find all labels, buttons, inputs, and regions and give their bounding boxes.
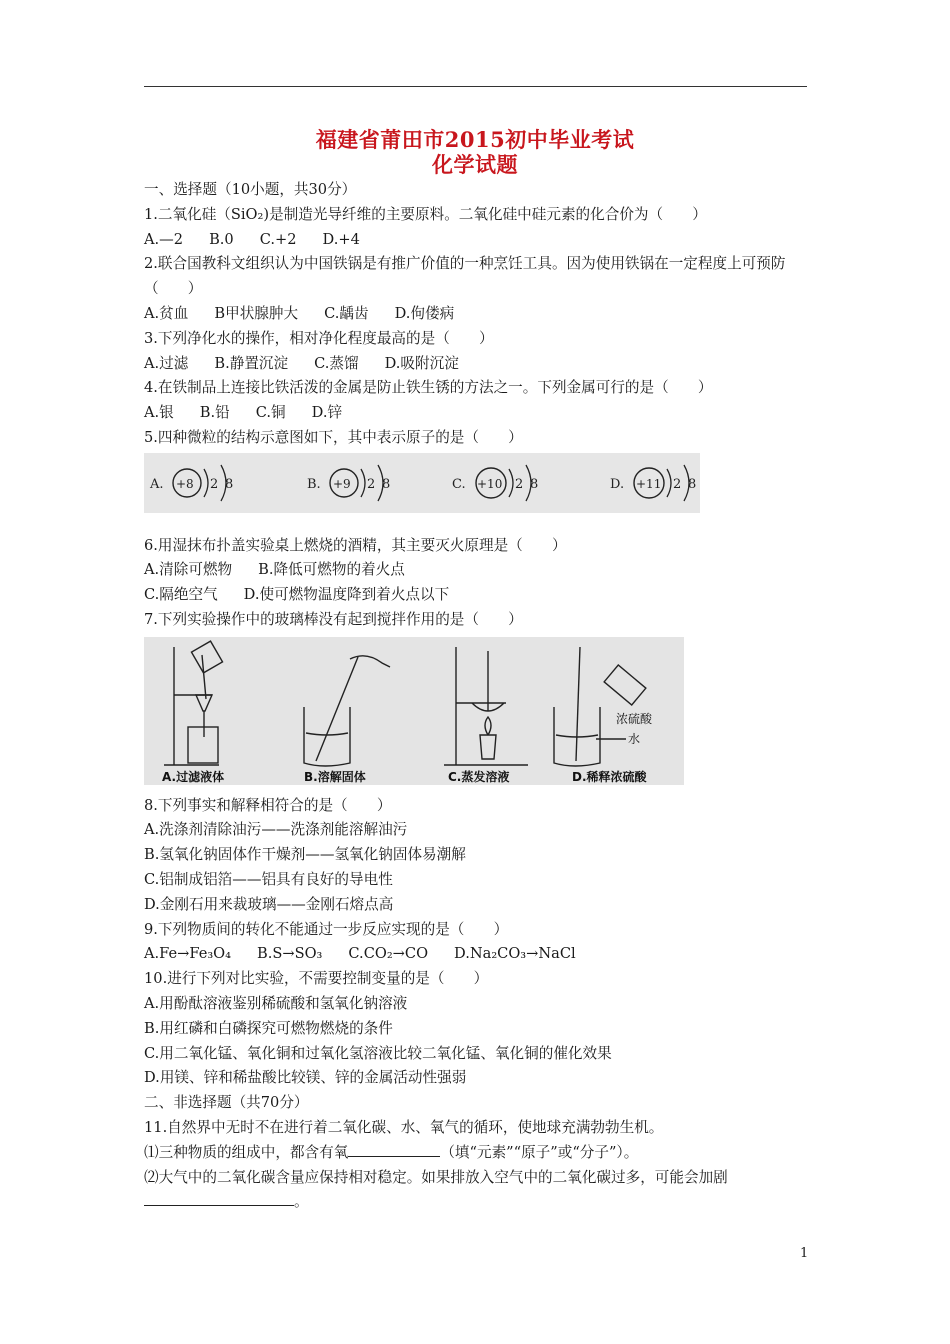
- nucleus-charge: +9: [333, 476, 351, 491]
- nucleus-charge: +11: [636, 476, 662, 491]
- question-stem: 8.下列事实和解释相符合的是（ ）: [144, 796, 392, 814]
- option-row: [144, 583, 814, 608]
- figure-caption: C.蒸发溶液: [448, 769, 510, 784]
- option: A.—2: [144, 230, 184, 248]
- nucleus-charge: +10: [477, 476, 503, 491]
- question-body: [144, 178, 814, 1215]
- option: A.清除可燃物: [144, 561, 233, 579]
- option: B.0: [209, 230, 234, 248]
- page-number: 1: [800, 1246, 809, 1261]
- punctuation: 。: [294, 1193, 309, 1211]
- option-row: [144, 942, 814, 967]
- option: A.洗涤剂清除油污——洗涤剂能溶解油污: [144, 821, 408, 839]
- option: B甲状腺肿大: [214, 304, 299, 322]
- electron-count: 8: [688, 476, 697, 492]
- atom-label: A.: [150, 476, 164, 492]
- option: D.使可燃物温度降到着火点以下: [243, 586, 450, 604]
- option: D.+4: [322, 230, 360, 248]
- question-stem: 7.下列实验操作中的玻璃棒没有起到搅拌作用的是（ ）: [144, 610, 523, 628]
- option: C.铜: [255, 404, 286, 422]
- option-row: [144, 302, 814, 327]
- option: A.贫血: [144, 304, 189, 322]
- option: A.银: [144, 404, 174, 422]
- sub-question-text: ⑵大气中的二氧化碳含量应保持相对稳定。如果排放入空气中的二氧化碳过多，可能会加剧: [144, 1168, 728, 1186]
- exam-subtitle: 化学试题: [432, 152, 518, 177]
- option: C.用二氧化锰、氧化铜和过氧化氢溶液比较二氧化锰、氧化铜的催化效果: [144, 1044, 612, 1062]
- question-stem: 2.联合国教科文组织认为中国铁锅是有推广价值的一种烹饪工具。因为使用铁锅在一定程度上可预防（ ）: [144, 255, 786, 298]
- atom-structure-figure: [144, 453, 700, 513]
- option: D.锌: [311, 404, 343, 422]
- figure-background: [144, 637, 684, 785]
- option: D.吸附沉淀: [384, 354, 459, 372]
- electron-count: 8: [225, 476, 234, 492]
- option: C.龋齿: [324, 304, 369, 322]
- section-heading: 一、选择题（10小题，共30分）: [144, 181, 357, 198]
- option: B.氢氧化钠固体作干燥剂——氢氧化钠固体易潮解: [144, 846, 466, 864]
- answer-blank[interactable]: [144, 1191, 294, 1206]
- electron-count: 2: [367, 476, 376, 492]
- exam-title: 福建省莆田市2015初中毕业考试: [315, 127, 635, 152]
- header-rule: [144, 86, 807, 87]
- question-stem: 11.自然界中无时不在进行着二氧化碳、水、氧气的循环，使地球充满勃勃生机。: [144, 1118, 664, 1136]
- question-stem: 3.下列净化水的操作，相对净化程度最高的是（ ）: [144, 329, 494, 347]
- option: B.用红磷和白磷探究可燃物燃烧的条件: [144, 1019, 393, 1037]
- figure-caption: D.稀释浓硫酸: [572, 769, 647, 784]
- figure-caption: B.溶解固体: [304, 769, 366, 784]
- option: A.用酚酞溶液鉴别稀硫酸和氢氧化钠溶液: [144, 994, 408, 1012]
- sub-question: [144, 1141, 814, 1166]
- figure-caption: A.过滤液体: [162, 769, 225, 784]
- option: D.用镁、锌和稀盐酸比较镁、锌的金属活动性强弱: [144, 1069, 467, 1087]
- electron-count: 8: [382, 476, 391, 492]
- sub-question-text: （填“元素”“原子”或“分子”）。: [440, 1143, 639, 1161]
- option: C.+2: [259, 230, 297, 248]
- question-stem: 9.下列物质间的转化不能通过一步反应实现的是（ ）: [144, 920, 509, 938]
- nucleus-charge: +8: [176, 476, 194, 491]
- option-row: [144, 401, 814, 426]
- option: B.静置沉淀: [214, 354, 289, 372]
- electron-count: 2: [673, 476, 682, 492]
- section-heading: 二、非选择题（共70分）: [144, 1094, 309, 1112]
- electron-count: 8: [530, 476, 539, 492]
- option: B.S→SO₃: [257, 945, 323, 963]
- question-stem: 4.在铁制品上连接比铁活泼的金属是防止铁生锈的方法之一。下列金属可行的是（ ）: [144, 379, 713, 397]
- option: C.蒸馏: [314, 354, 359, 372]
- answer-line: [144, 1190, 814, 1215]
- electron-count: 2: [210, 476, 219, 492]
- atom-label: B.: [307, 476, 321, 492]
- question-stem: 10.进行下列对比实验，不需要控制变量的是（ ）: [144, 970, 489, 988]
- option-row: [144, 228, 814, 253]
- option: D.Na₂CO₃→NaCl: [454, 945, 576, 963]
- sub-question-text: ⑴三种物质的组成中，都含有氧: [144, 1143, 349, 1161]
- electron-count: 2: [515, 476, 524, 492]
- option: D.佝偻病: [394, 304, 455, 322]
- answer-blank[interactable]: [348, 1142, 440, 1157]
- option: B.铅: [199, 404, 230, 422]
- question-stem: 6.用湿抹布扑盖实验桌上燃烧的酒精，其主要灭火原理是（ ）: [144, 536, 567, 554]
- option: A.Fe→Fe₃O₄: [144, 945, 231, 963]
- option: C.CO₂→CO: [348, 945, 429, 963]
- atom-label: C.: [452, 476, 466, 492]
- label-concentrated-acid: 浓硫酸: [616, 711, 653, 726]
- question-stem: 5.四种微粒的结构示意图如下，其中表示原子的是（ ）: [144, 428, 523, 446]
- label-water: 水: [628, 731, 641, 746]
- option-row: [144, 558, 814, 583]
- option: C.隔绝空气: [144, 586, 218, 604]
- option-row: [144, 352, 814, 377]
- option: A.过滤: [144, 354, 189, 372]
- option: C.铝制成铝箔——铝具有良好的导电性: [144, 870, 393, 888]
- question-stem: 1.二氧化硅（SiO₂)是制造光导纤维的主要原料。二氧化硅中硅元素的化合价为（ ）: [144, 205, 707, 223]
- atom-label: D.: [610, 476, 625, 492]
- option: B.降低可燃物的着火点: [258, 561, 405, 579]
- lab-operations-figure: [144, 637, 684, 785]
- option: D.金刚石用来裁玻璃——金刚石熔点高: [144, 895, 394, 913]
